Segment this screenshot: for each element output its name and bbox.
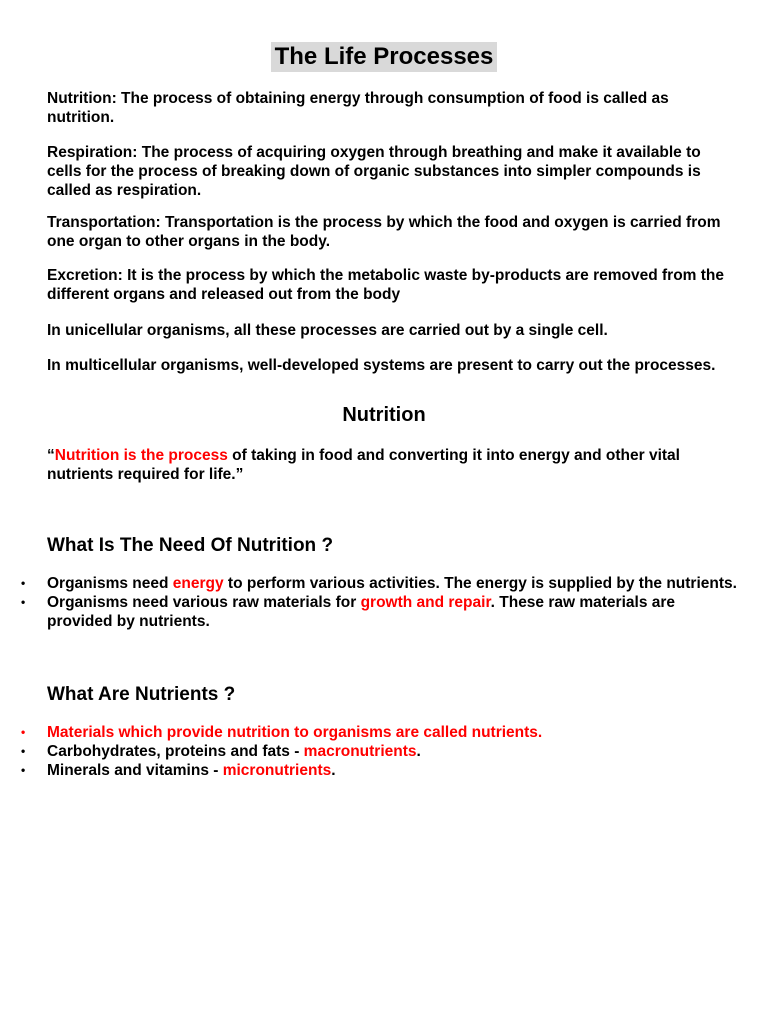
item-highlight: Materials which provide nutrition to organisms are called nutrients. [47, 724, 543, 741]
item-highlight: energy [172, 575, 224, 592]
item-text-before: Minerals and vitamins - [47, 762, 223, 779]
paragraph-unicellular: In unicellular organisms, all these processes are carried out by a single cell. [47, 322, 608, 339]
list-item [0, 742, 740, 761]
heading-need-of-nutrition: What Is The Need Of Nutrition ? [47, 535, 334, 556]
heading-nutrition: Nutrition [342, 404, 426, 426]
list-item [0, 761, 740, 780]
quote-highlight: Nutrition is the process [54, 447, 228, 464]
bullet-icon: • [21, 595, 26, 609]
list-item [0, 593, 740, 631]
paragraph-excretion: Excretion: It is the process by which the metabolic waste by-products are removed from the different organs and released out from the body [47, 267, 725, 303]
bullet-icon: • [21, 725, 26, 739]
bullet-icon: • [21, 763, 26, 777]
list-item [0, 574, 740, 593]
quote-rest: of taking in food and converting it into energy and other vital nutrients required for life.” [47, 447, 680, 483]
item-highlight: growth and repair [360, 594, 491, 611]
paragraph-transportation: Transportation: Transportation is the process by which the food and oxygen is carried from one organ to other organs in the body. [47, 214, 721, 250]
item-text-before: Organisms need various raw materials for [47, 594, 361, 611]
item-text-after: . These raw materials are provided by nutrients. [47, 594, 676, 630]
heading-what-are-nutrients: What Are Nutrients ? [47, 684, 236, 705]
page-title: The Life Processes [271, 42, 498, 72]
title-container [0, 42, 768, 72]
bullet-icon: • [21, 744, 26, 758]
item-text-after: to perform various activities. The energy is supplied by the nutrients. [223, 575, 737, 592]
need-list [0, 574, 740, 631]
item-highlight: macronutrients [303, 743, 417, 760]
item-text-after: . [331, 762, 336, 779]
item-text-before: Organisms need [47, 575, 173, 592]
paragraph-respiration: Respiration: The process of acquiring oxygen through breathing and make it available to cells for the process of breaking down of organic substances into simpler compounds is called as respiration. [47, 144, 701, 199]
paragraph-nutrition: Nutrition: The process of obtaining energy through consumption of food is called as nutrition. [47, 90, 669, 126]
list-item [0, 723, 740, 742]
quote-open-mark: “ [47, 447, 55, 464]
item-text-after: . [416, 743, 421, 760]
item-highlight: micronutrients [222, 762, 332, 779]
bullet-icon: • [21, 576, 26, 590]
paragraph-multicellular: In multicellular organisms, well-developed systems are present to carry out the processes. [47, 357, 716, 374]
item-text-before: Carbohydrates, proteins and fats - [47, 743, 304, 760]
nutrition-definition [47, 446, 737, 484]
nutrients-list [0, 723, 740, 780]
